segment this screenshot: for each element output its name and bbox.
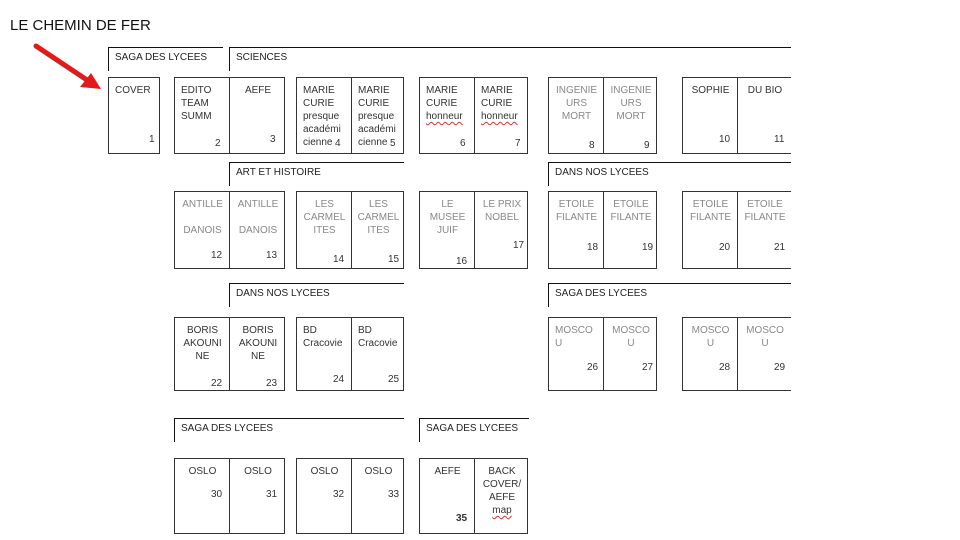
page-label: MOSCO U — [746, 325, 784, 349]
page-cell — [474, 458, 528, 534]
page-cell — [419, 458, 474, 534]
page-number: 11 — [774, 134, 785, 145]
page-cell — [174, 317, 229, 391]
page-number: 6 — [460, 138, 466, 149]
page-number: 28 — [719, 362, 731, 373]
page-number: 20 — [719, 242, 731, 253]
page-cell — [351, 317, 404, 391]
section-header: DANS NOS LYCEES — [548, 162, 791, 186]
section-header: SCIENCES — [229, 47, 791, 71]
page-number: 35 — [456, 513, 468, 524]
page-label: INGENIE URS MORT — [610, 85, 652, 122]
page-label: INGENIE URS MORT — [555, 85, 598, 122]
section-header: SAGA DES LYCEES — [548, 283, 791, 307]
page-cell — [682, 317, 737, 391]
page-label: AEFE — [434, 466, 461, 477]
page-cell — [548, 317, 603, 391]
page-cell — [351, 77, 404, 154]
page-cell — [174, 191, 229, 269]
page-cell — [603, 317, 657, 391]
page-cell — [108, 77, 160, 154]
page-cell — [174, 77, 229, 154]
page-label: MOSCO U — [555, 325, 593, 349]
page-number: 10 — [719, 134, 731, 145]
page-cell — [419, 77, 474, 154]
page-label: LES CARMEL ITES — [303, 199, 346, 236]
page-cell — [419, 191, 474, 269]
page-number: 5 — [390, 138, 396, 149]
page-number: 33 — [388, 489, 400, 500]
page-label: MOSCO U — [612, 325, 650, 349]
page-label: BORIS AKOUNI NE — [238, 325, 278, 362]
page-label: BD Cracovie — [358, 325, 398, 349]
page-cell — [296, 317, 351, 391]
page-cell — [229, 191, 285, 269]
page-label: AEFE — [244, 85, 272, 96]
page-label: OSLO — [310, 466, 339, 477]
page-label: OSLO — [188, 466, 217, 477]
page-cell — [296, 191, 351, 269]
page-number: 30 — [211, 489, 223, 500]
page-label: OSLO — [364, 466, 393, 477]
page-number: 14 — [333, 254, 345, 265]
page-cell — [603, 191, 657, 269]
page-number: 1 — [149, 134, 155, 145]
page-number: 26 — [587, 362, 599, 373]
page-cell — [229, 77, 285, 154]
page-label: ETOILE FILANTE — [610, 199, 652, 223]
page-label: MARIE CURIE presque académi cienne — [358, 85, 396, 148]
page-cell — [548, 77, 603, 154]
page-number: 32 — [333, 489, 345, 500]
page-number: 9 — [644, 140, 650, 151]
page-cell — [548, 191, 603, 269]
page-cell — [351, 191, 404, 269]
page-label: LES CARMEL ITES — [357, 199, 400, 236]
page-label: LE PRIX NOBEL — [482, 199, 522, 223]
page-cell — [603, 77, 657, 154]
page-label: OSLO — [244, 466, 272, 477]
page-number: 7 — [515, 138, 521, 149]
page-label: MARIE CURIE presque académi cienne — [303, 85, 341, 148]
section-header: ART ET HISTOIRE — [229, 162, 404, 186]
page-number: 22 — [211, 378, 223, 389]
page-cell — [474, 77, 528, 154]
page-number: 16 — [456, 256, 468, 267]
page-number: 17 — [513, 240, 525, 251]
page-label: SOPHIE — [691, 85, 730, 96]
page-cell — [229, 317, 285, 391]
section-header: SAGA DES LYCEES — [108, 47, 223, 71]
page-number: 23 — [266, 378, 278, 389]
page-number: 2 — [215, 138, 221, 149]
page-number: 4 — [335, 138, 341, 149]
page-label: DU BIO — [747, 85, 783, 96]
page-number: 3 — [270, 134, 276, 145]
page-number: 13 — [266, 250, 278, 261]
page-label: ANTILLE DANOIS — [237, 199, 279, 236]
page-cell — [682, 191, 737, 269]
page-cell — [351, 458, 404, 534]
section-header: SAGA DES LYCEES — [174, 418, 404, 442]
page-number: 31 — [266, 489, 278, 500]
page-cell — [682, 77, 737, 154]
page-label: ETOILE FILANTE — [744, 199, 786, 223]
page-number: 27 — [642, 362, 654, 373]
page-number: 19 — [642, 242, 654, 253]
page-number: 18 — [587, 242, 599, 253]
page-label: BD Cracovie — [303, 325, 343, 349]
page-label: ANTILLE DANOIS — [182, 199, 223, 236]
section-header: SAGA DES LYCEES — [419, 418, 529, 442]
page-label: EDITO TEAM SUMM — [181, 85, 212, 122]
page-label: BORIS AKOUNI NE — [183, 325, 222, 362]
page-cell — [174, 458, 229, 534]
page-cell — [474, 191, 528, 269]
page-number: 24 — [333, 374, 345, 385]
page-label: COVER — [115, 85, 151, 96]
page-label: ETOILE FILANTE — [689, 199, 732, 223]
page-cell — [737, 191, 791, 269]
page-label: BACK COVER/ AEFE map — [482, 466, 522, 516]
page-number: 12 — [211, 250, 223, 261]
page-label: LE MUSEE JUIF — [429, 199, 466, 236]
page-label: MOSCO U — [691, 325, 730, 349]
page-number: 15 — [388, 254, 400, 265]
page-cell — [737, 77, 791, 154]
page-cell — [296, 458, 351, 534]
section-header: DANS NOS LYCEES — [229, 283, 404, 307]
page-number: 8 — [589, 140, 595, 151]
page-number: 21 — [774, 242, 786, 253]
page-cell — [296, 77, 351, 154]
page-label: MARIE CURIE honneur — [481, 85, 518, 122]
page-label: MARIE CURIE honneur — [426, 85, 463, 122]
page-cell — [229, 458, 285, 534]
page-number: 29 — [774, 362, 786, 373]
page-label: ETOILE FILANTE — [555, 199, 598, 223]
page-cell — [737, 317, 791, 391]
page-number: 25 — [388, 374, 400, 385]
page-title: LE CHEMIN DE FER — [10, 17, 151, 34]
red-arrow-icon — [0, 0, 120, 100]
